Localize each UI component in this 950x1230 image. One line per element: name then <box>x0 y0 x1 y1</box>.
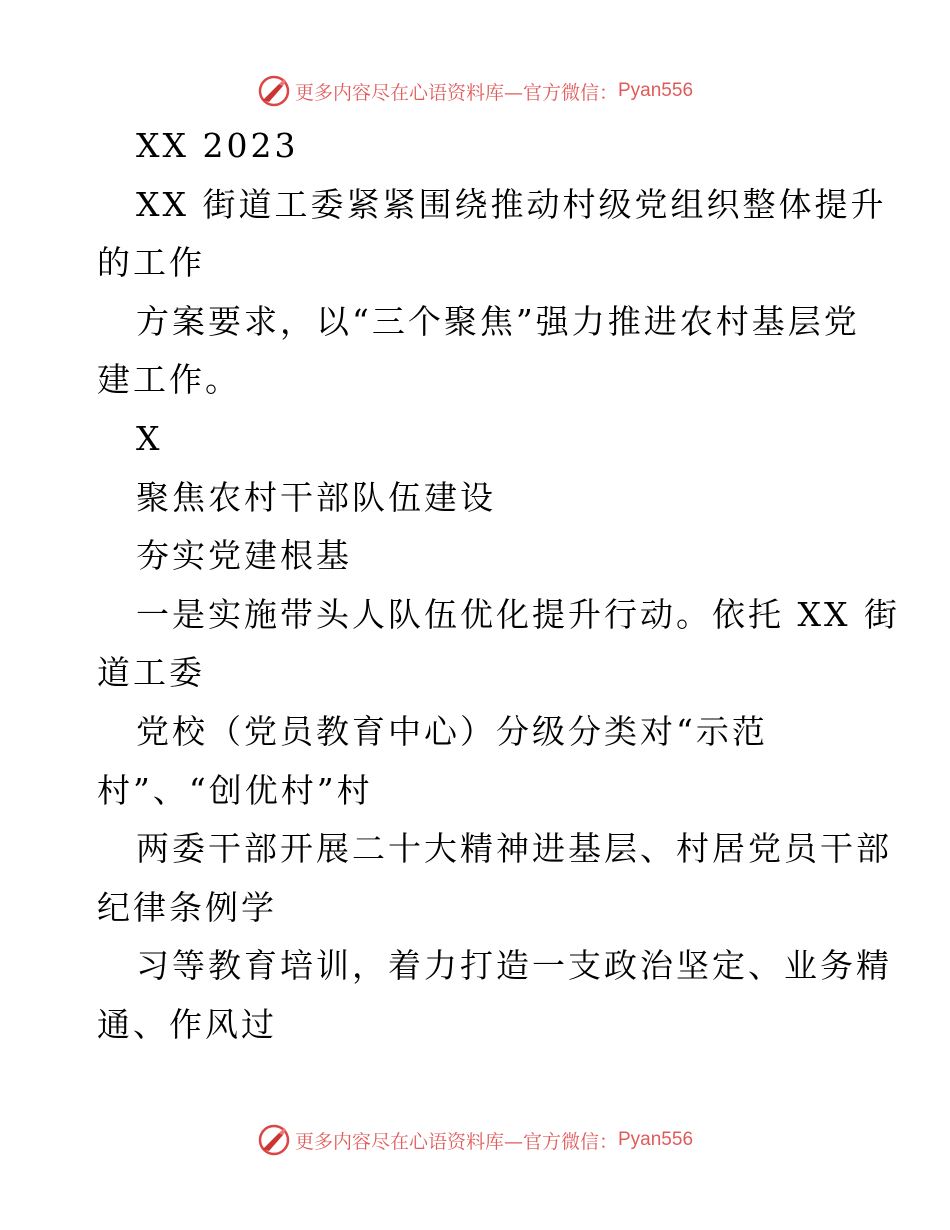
watermark-text: 更多内容尽在心语资料库—官方微信： <box>294 81 618 104</box>
text-line: 通、作风过 <box>97 1005 277 1044</box>
text-line: 聚焦农村干部队伍建设 <box>136 477 496 517</box>
watermark-wechat-id: Pyan556 <box>618 80 694 101</box>
text-line: 两委干部开展二十大精神进基层、村居党员干部 <box>136 829 892 869</box>
text-line: 夯实党建根基 <box>136 536 352 576</box>
text-line: 一是实施带头人队伍优化提升行动。依托 XX 街 <box>136 594 900 634</box>
text-line: 习等教育培训，着力打造一支政治坚定、业务精 <box>136 946 892 986</box>
text-line: 纪律条例学 <box>97 887 277 927</box>
text-line: 村”、“创优村”村 <box>97 770 373 810</box>
text-line: 的工作 <box>97 243 205 283</box>
footer-watermark <box>0 1120 950 1160</box>
text-line: XX 2023 <box>136 126 299 165</box>
text-line: X <box>136 419 163 458</box>
text-line: 建工作。 <box>97 360 241 400</box>
text-line: 党校（党员教育中心）分级分类对“示范 <box>136 712 768 751</box>
watermark-wechat-id: Pyan556 <box>618 1129 694 1150</box>
pen-logo-icon <box>257 1123 291 1157</box>
text-line: 方案要求，以“三个聚焦”强力推进农村基层党 <box>136 301 860 341</box>
watermark-text: 更多内容尽在心语资料库—官方微信： <box>294 1130 618 1153</box>
text-line: 道工委 <box>97 653 205 693</box>
text-line: XX 街道工委紧紧围绕推动村级党组织整体提升 <box>136 184 887 224</box>
